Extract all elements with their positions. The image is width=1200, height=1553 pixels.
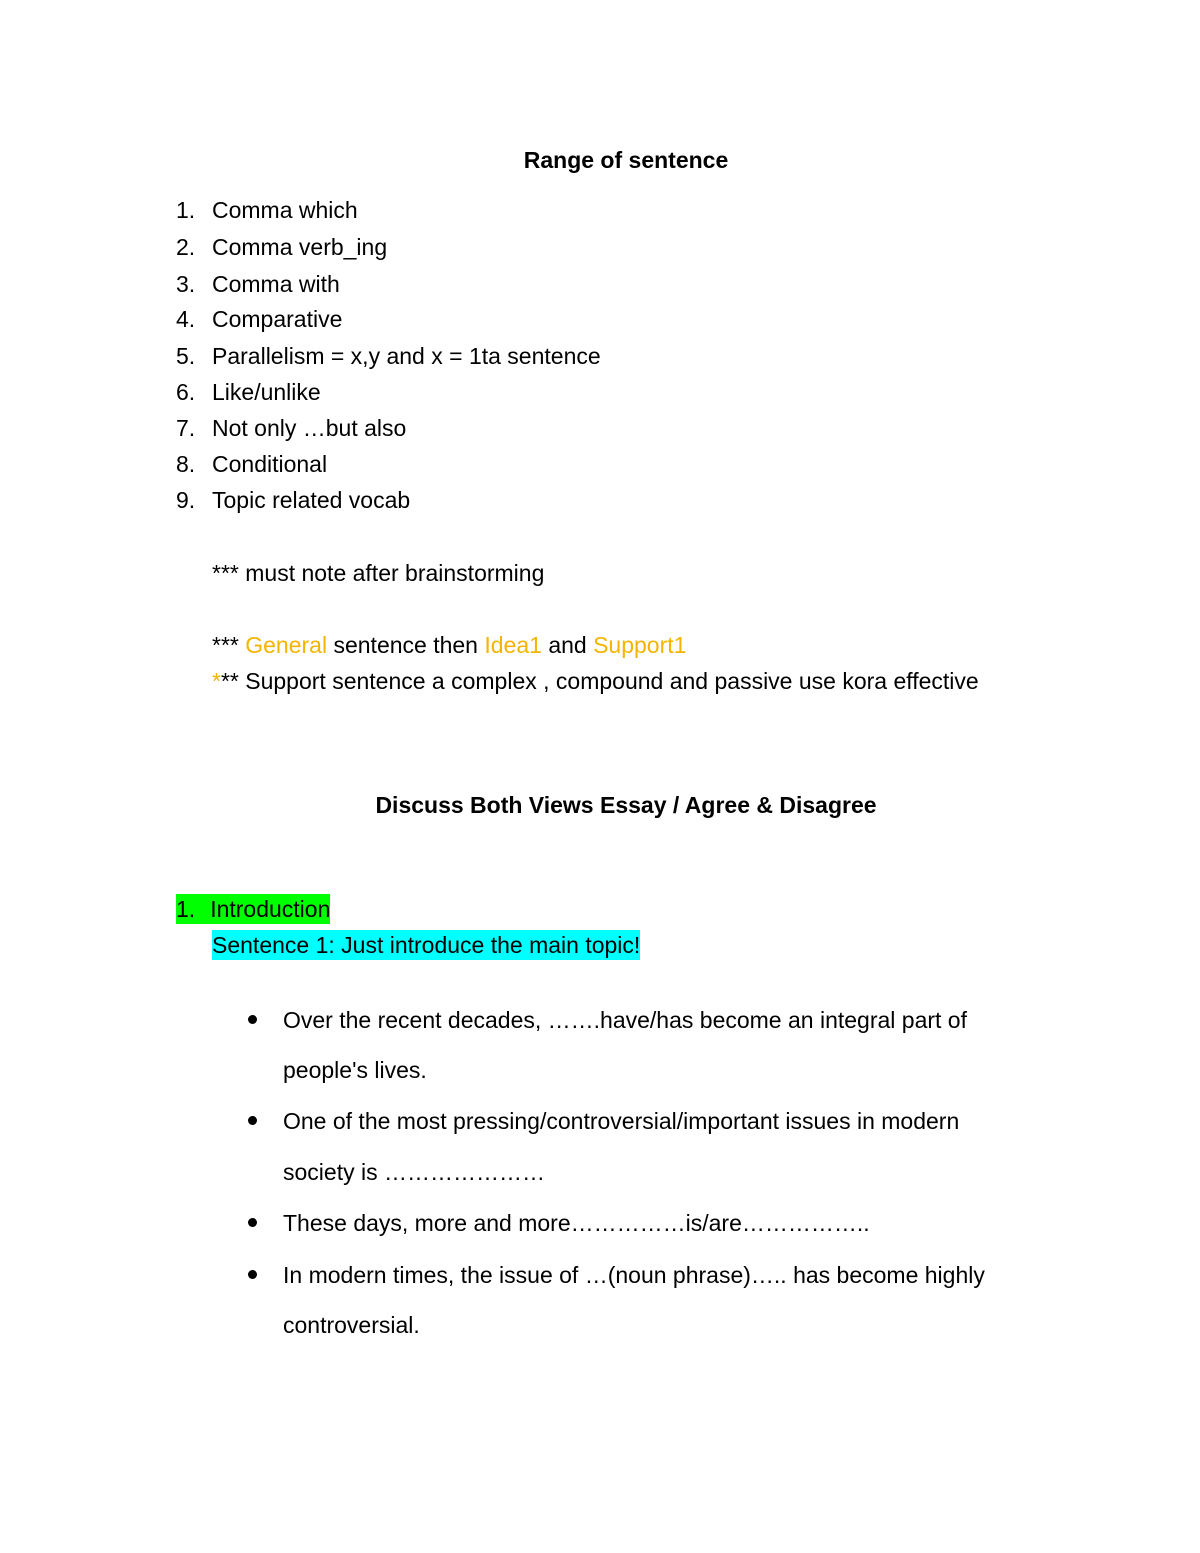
bullet-icon — [248, 1116, 257, 1125]
list-number: 2. — [176, 234, 196, 260]
list-text: Topic related vocab — [212, 487, 411, 513]
bullet-icon — [248, 1015, 257, 1024]
note-mid2: and — [541, 632, 594, 658]
note-star: * — [212, 668, 221, 694]
list-number: 4. — [176, 306, 196, 332]
bullet-line: society is ………………… — [283, 1159, 545, 1185]
note-idea: Idea1 — [484, 632, 542, 658]
intro-text: Introduction — [210, 896, 331, 922]
note-brainstorming: *** must note after brainstorming — [212, 560, 545, 586]
bullet-icon — [248, 1218, 257, 1227]
list-number: 3. — [176, 271, 196, 297]
note-support-sentence — [212, 666, 979, 696]
list-number: 6. — [176, 379, 196, 405]
sentence1-line — [212, 930, 640, 960]
list-text: Not only …but also — [212, 415, 407, 441]
note-structure — [212, 630, 686, 660]
list-text: Comma which — [212, 197, 358, 223]
list-number: 9. — [176, 487, 196, 513]
list-number: 8. — [176, 451, 196, 477]
section-title-range: Range of sentence — [523, 147, 729, 173]
list-text: Parallelism = x,y and x = 1ta sentence — [212, 343, 601, 369]
list-number: 1. — [176, 197, 196, 223]
sentence1-highlight: Sentence 1: Just introduce the main topic! — [212, 932, 641, 958]
note-support: Support1 — [593, 632, 687, 658]
list-text: Comparative — [212, 306, 343, 332]
list-text: Conditional — [212, 451, 328, 477]
introduction-heading — [176, 894, 330, 924]
list-number: 7. — [176, 415, 196, 441]
intro-number: 1. — [176, 896, 196, 922]
list-text: Comma verb_ing — [212, 234, 388, 260]
introduction-label — [176, 894, 330, 924]
note-support-text: ** Support sentence a complex , compound and passive use kora effective — [220, 668, 979, 694]
bullet-line: controversial. — [283, 1312, 420, 1338]
bullet-line: Over the recent decades, …….have/has become an integral part of — [283, 1007, 967, 1033]
bullet-line: One of the most pressing/controversial/important issues in modern — [283, 1108, 960, 1134]
note-general: General — [245, 632, 328, 658]
list-text: Like/unlike — [212, 379, 321, 405]
note-prefix: *** — [212, 632, 246, 658]
list-text: Comma with — [212, 271, 340, 297]
list-number: 5. — [176, 343, 196, 369]
bullet-line: people's lives. — [283, 1057, 427, 1083]
note-mid1: sentence then — [327, 632, 485, 658]
bullet-icon — [248, 1270, 257, 1279]
section-title-discuss: Discuss Both Views Essay / Agree & Disagree — [375, 792, 877, 818]
bullet-line: These days, more and more……………is/are…………….. — [283, 1210, 870, 1236]
bullet-line: In modern times, the issue of …(noun phrase)….. has become highly — [283, 1262, 985, 1288]
